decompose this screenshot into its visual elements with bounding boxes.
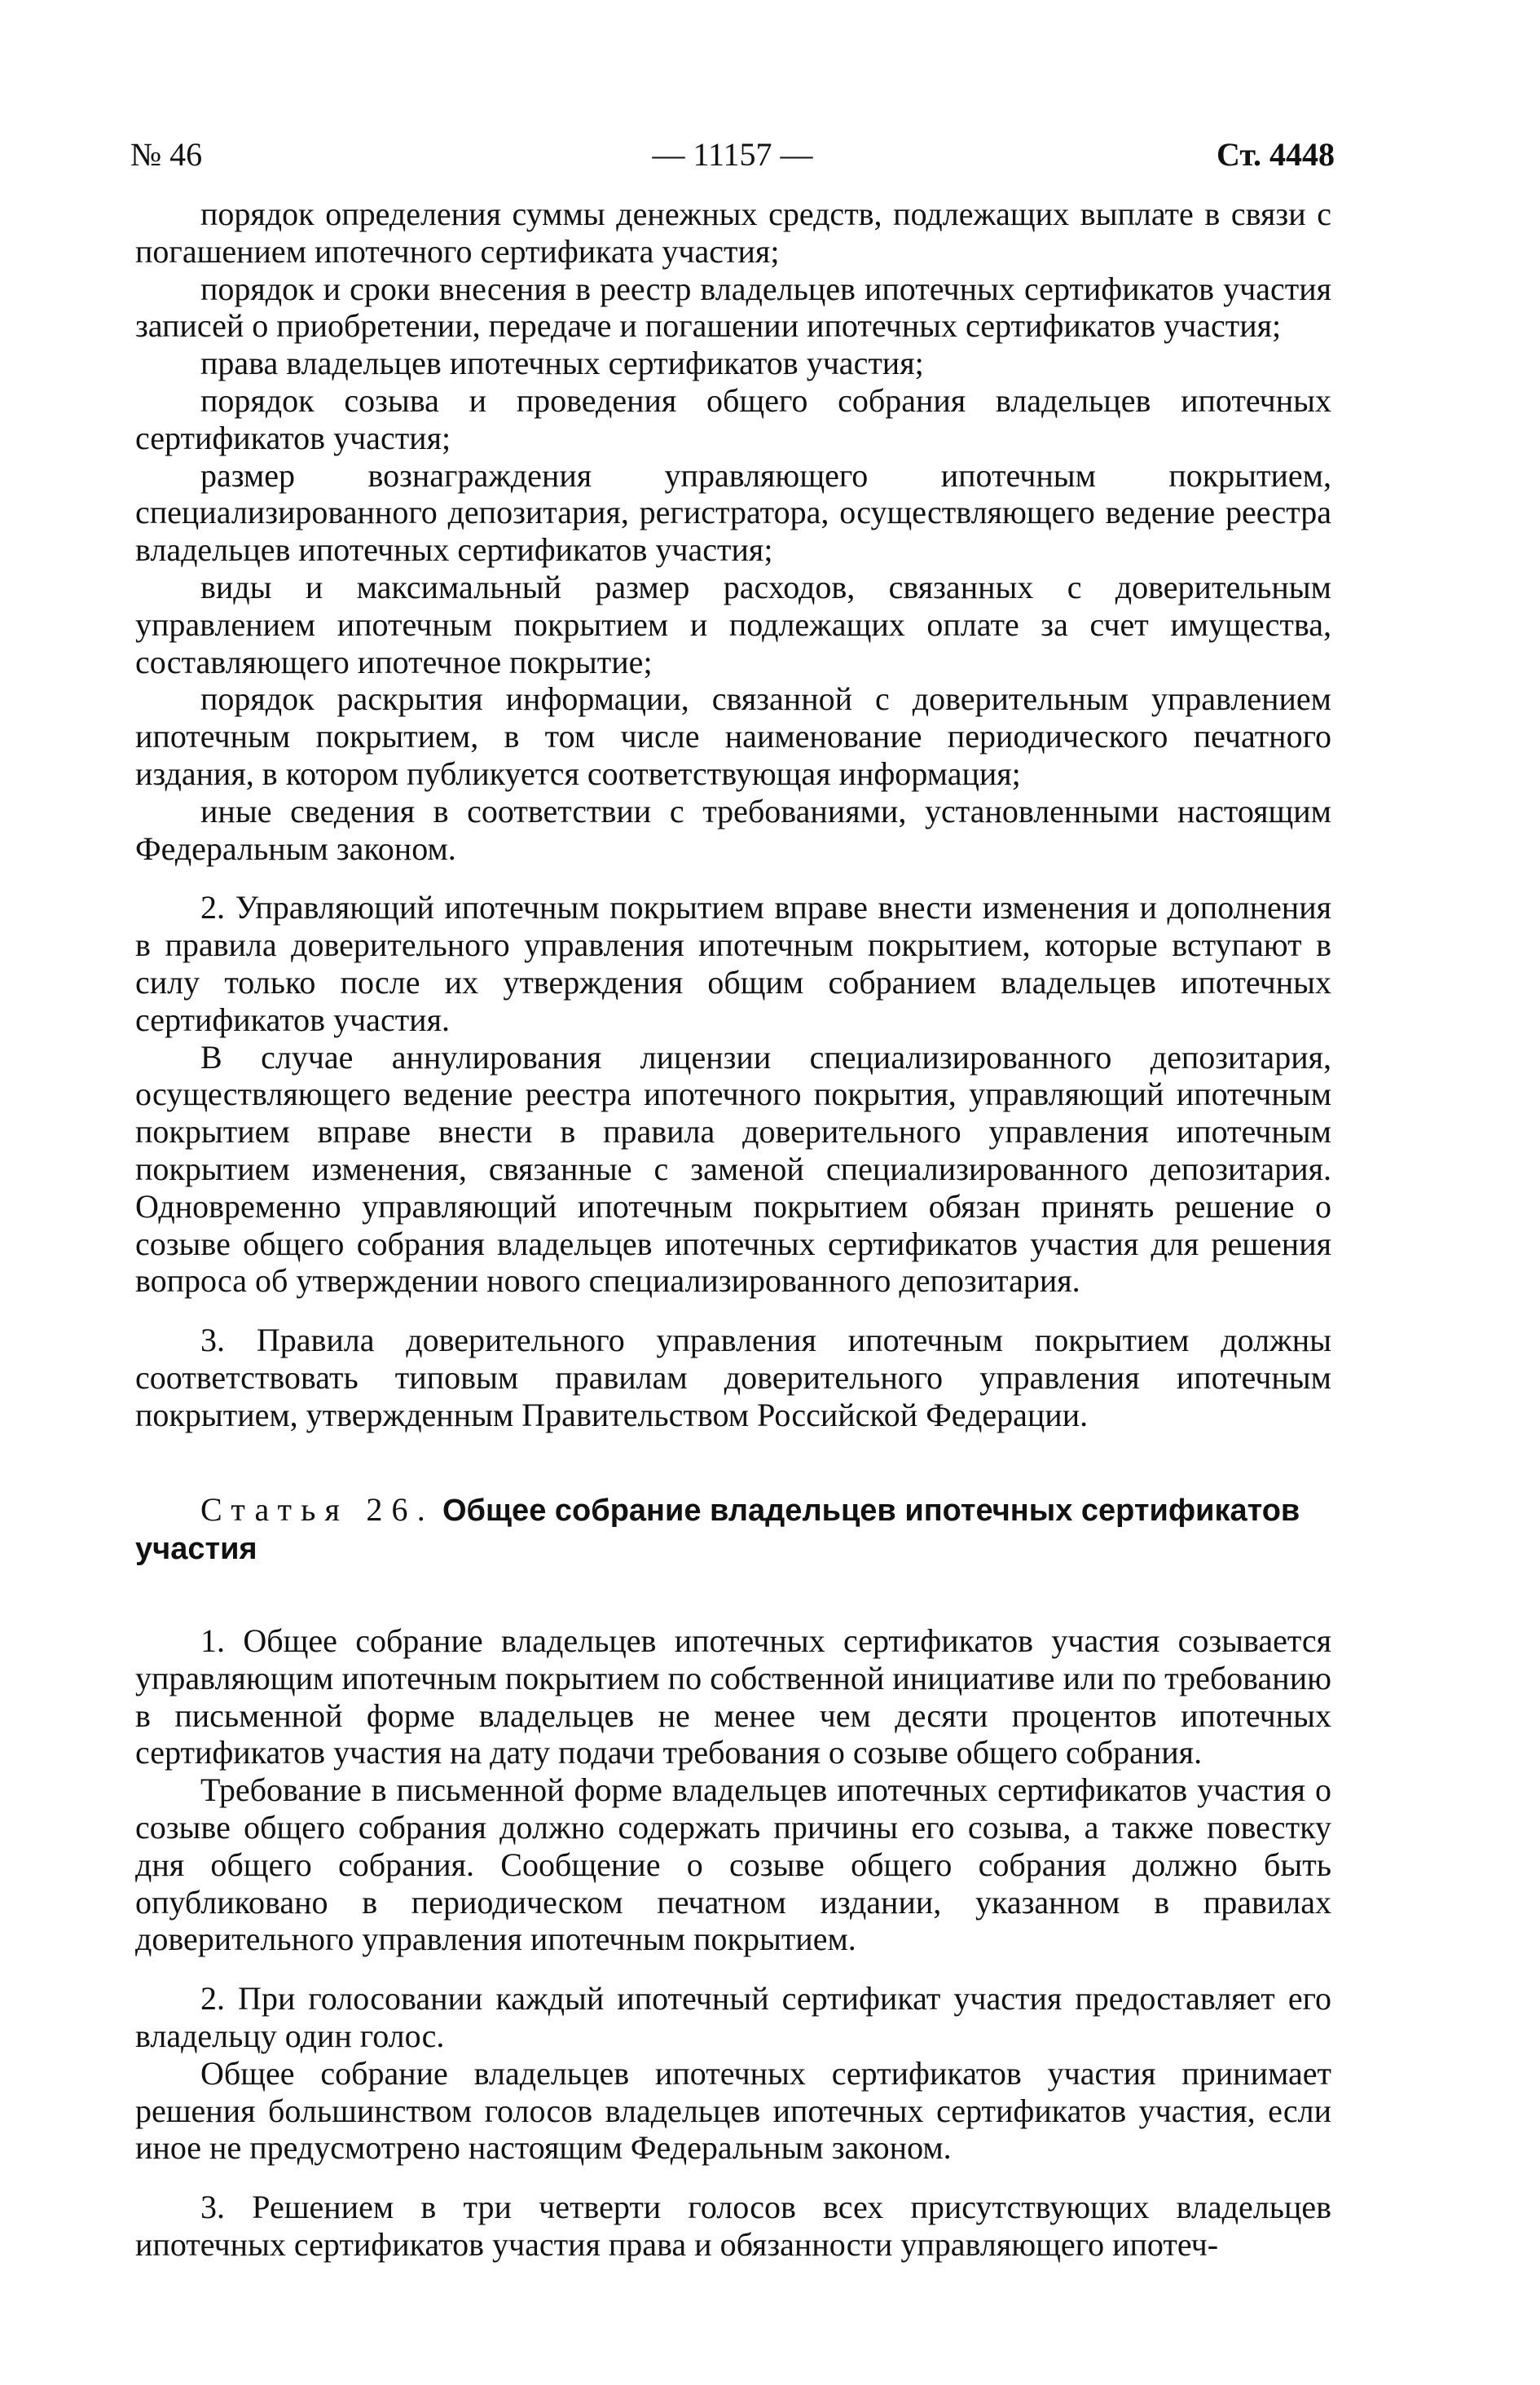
paragraph: 1. Общее собрание владельцев ипотечных сертификатов участия созывается управляющим ипотечным покрытием по собственной инициативе или по требованию в письменной форме владельцев не менее чем десяти процентов ипотечных сертификатов участия на дату подачи требования о созыве общего собрания. [135,1622,1331,1771]
paragraph: Общее собрание владельцев ипотечных сертификатов участия принимает решения большинством голосов владельцев ипотечных сертификатов участия, если иное не предусмотрено настоящим Федеральным законом. [135,2054,1331,2167]
article-label: Статья 26. [200,1490,434,1528]
issue-number: № 46 [130,136,203,173]
paragraph: права владельцев ипотечных сертификатов участия; [200,345,924,382]
article-heading [135,1491,1331,1569]
page-number: — 11157 — [652,136,813,173]
paragraph: 3. Правила доверительного управления ипотечным покрытием должны соответствовать типовым правилам доверительного управления ипотечным покрытием, утвержденным Правительством Российской Федерации. [135,1322,1331,1433]
article-reference: Ст. 4448 [1217,136,1335,173]
paragraph: 3. Решением в три четверти голосов всех присутствующих владельцев ипотечных сертификатов участия права и обязанности управляющего ипотеч- [135,2189,1331,2264]
paragraph: Требование в письменной форме владельцев ипотечных сертификатов участия о созыве общего собрания должно содержать причины его созыва, а также повестку дня общего собрания. Сообщение о созыве общего собрания должно быть опубликовано в периодическом печатном издании, указанном в правилах доверительного управления ипотечным покрытием. [135,1771,1331,1958]
paragraph: виды и максимальный размер расходов, связанных с доверительным управлением ипотечным покрытием и подлежащих оплате за счет имущества, составляющего ипотечное покрытие; [135,568,1331,680]
article-title: Общее собрание владельцев ипотечных сертификатов участия [135,1493,1300,1567]
paragraph: порядок определения суммы денежных средств, подлежащих выплате в связи с погашением ипотечного сертификата участия; [135,196,1331,270]
paragraph: 2. Управляющий ипотечным покрытием вправе внести изменения и дополнения в правила доверительного управления ипотечным покрытием, которые вступают в силу только после их утверждения общим собранием владельцев ипотечных сертификатов участия. [135,889,1331,1038]
document-body [135,196,1331,2264]
page-header [130,130,1335,179]
paragraph: порядок раскрытия информации, связанной с доверительным управлением ипотечным покрытием, в том числе наименование периодического печатного издания, в котором публикуется соответствующая информация; [135,680,1331,792]
paragraph: порядок и сроки внесения в реестр владельцев ипотечных сертификатов участия записей о приобретении, передаче и погашении ипотечных сертификатов участия; [135,270,1331,345]
paragraph: В случае аннулирования лицензии специализированного депозитария, осуществляющего ведение реестра ипотечного покрытия, управляющий ипотечным покрытием вправе внести в правила доверительного управления ипотечным покрытием изменения, связанные с заменой специализированного депозитария. Одновременно управляющий ипотечным покрытием обязан принять решение о созыве общего собрания владельцев ипотечных сертификатов участия для решения вопроса об утверждении нового специализированного депозитария. [135,1038,1331,1300]
paragraph: 2. При голосовании каждый ипотечный сертификат участия предоставляет его владельцу один голос. [135,1980,1331,2055]
paragraph: иные сведения в соответствии с требованиями, установленными настоящим Федеральным законом. [135,792,1331,867]
paragraph: порядок созыва и проведения общего собрания владельцев ипотечных сертификатов участия; [135,381,1331,456]
paragraph: размер вознаграждения управляющего ипотечным покрытием, специализированного депозитария, регистратора, осуществляющего ведение реестра владельцев ипотечных сертификатов участия; [135,456,1331,569]
